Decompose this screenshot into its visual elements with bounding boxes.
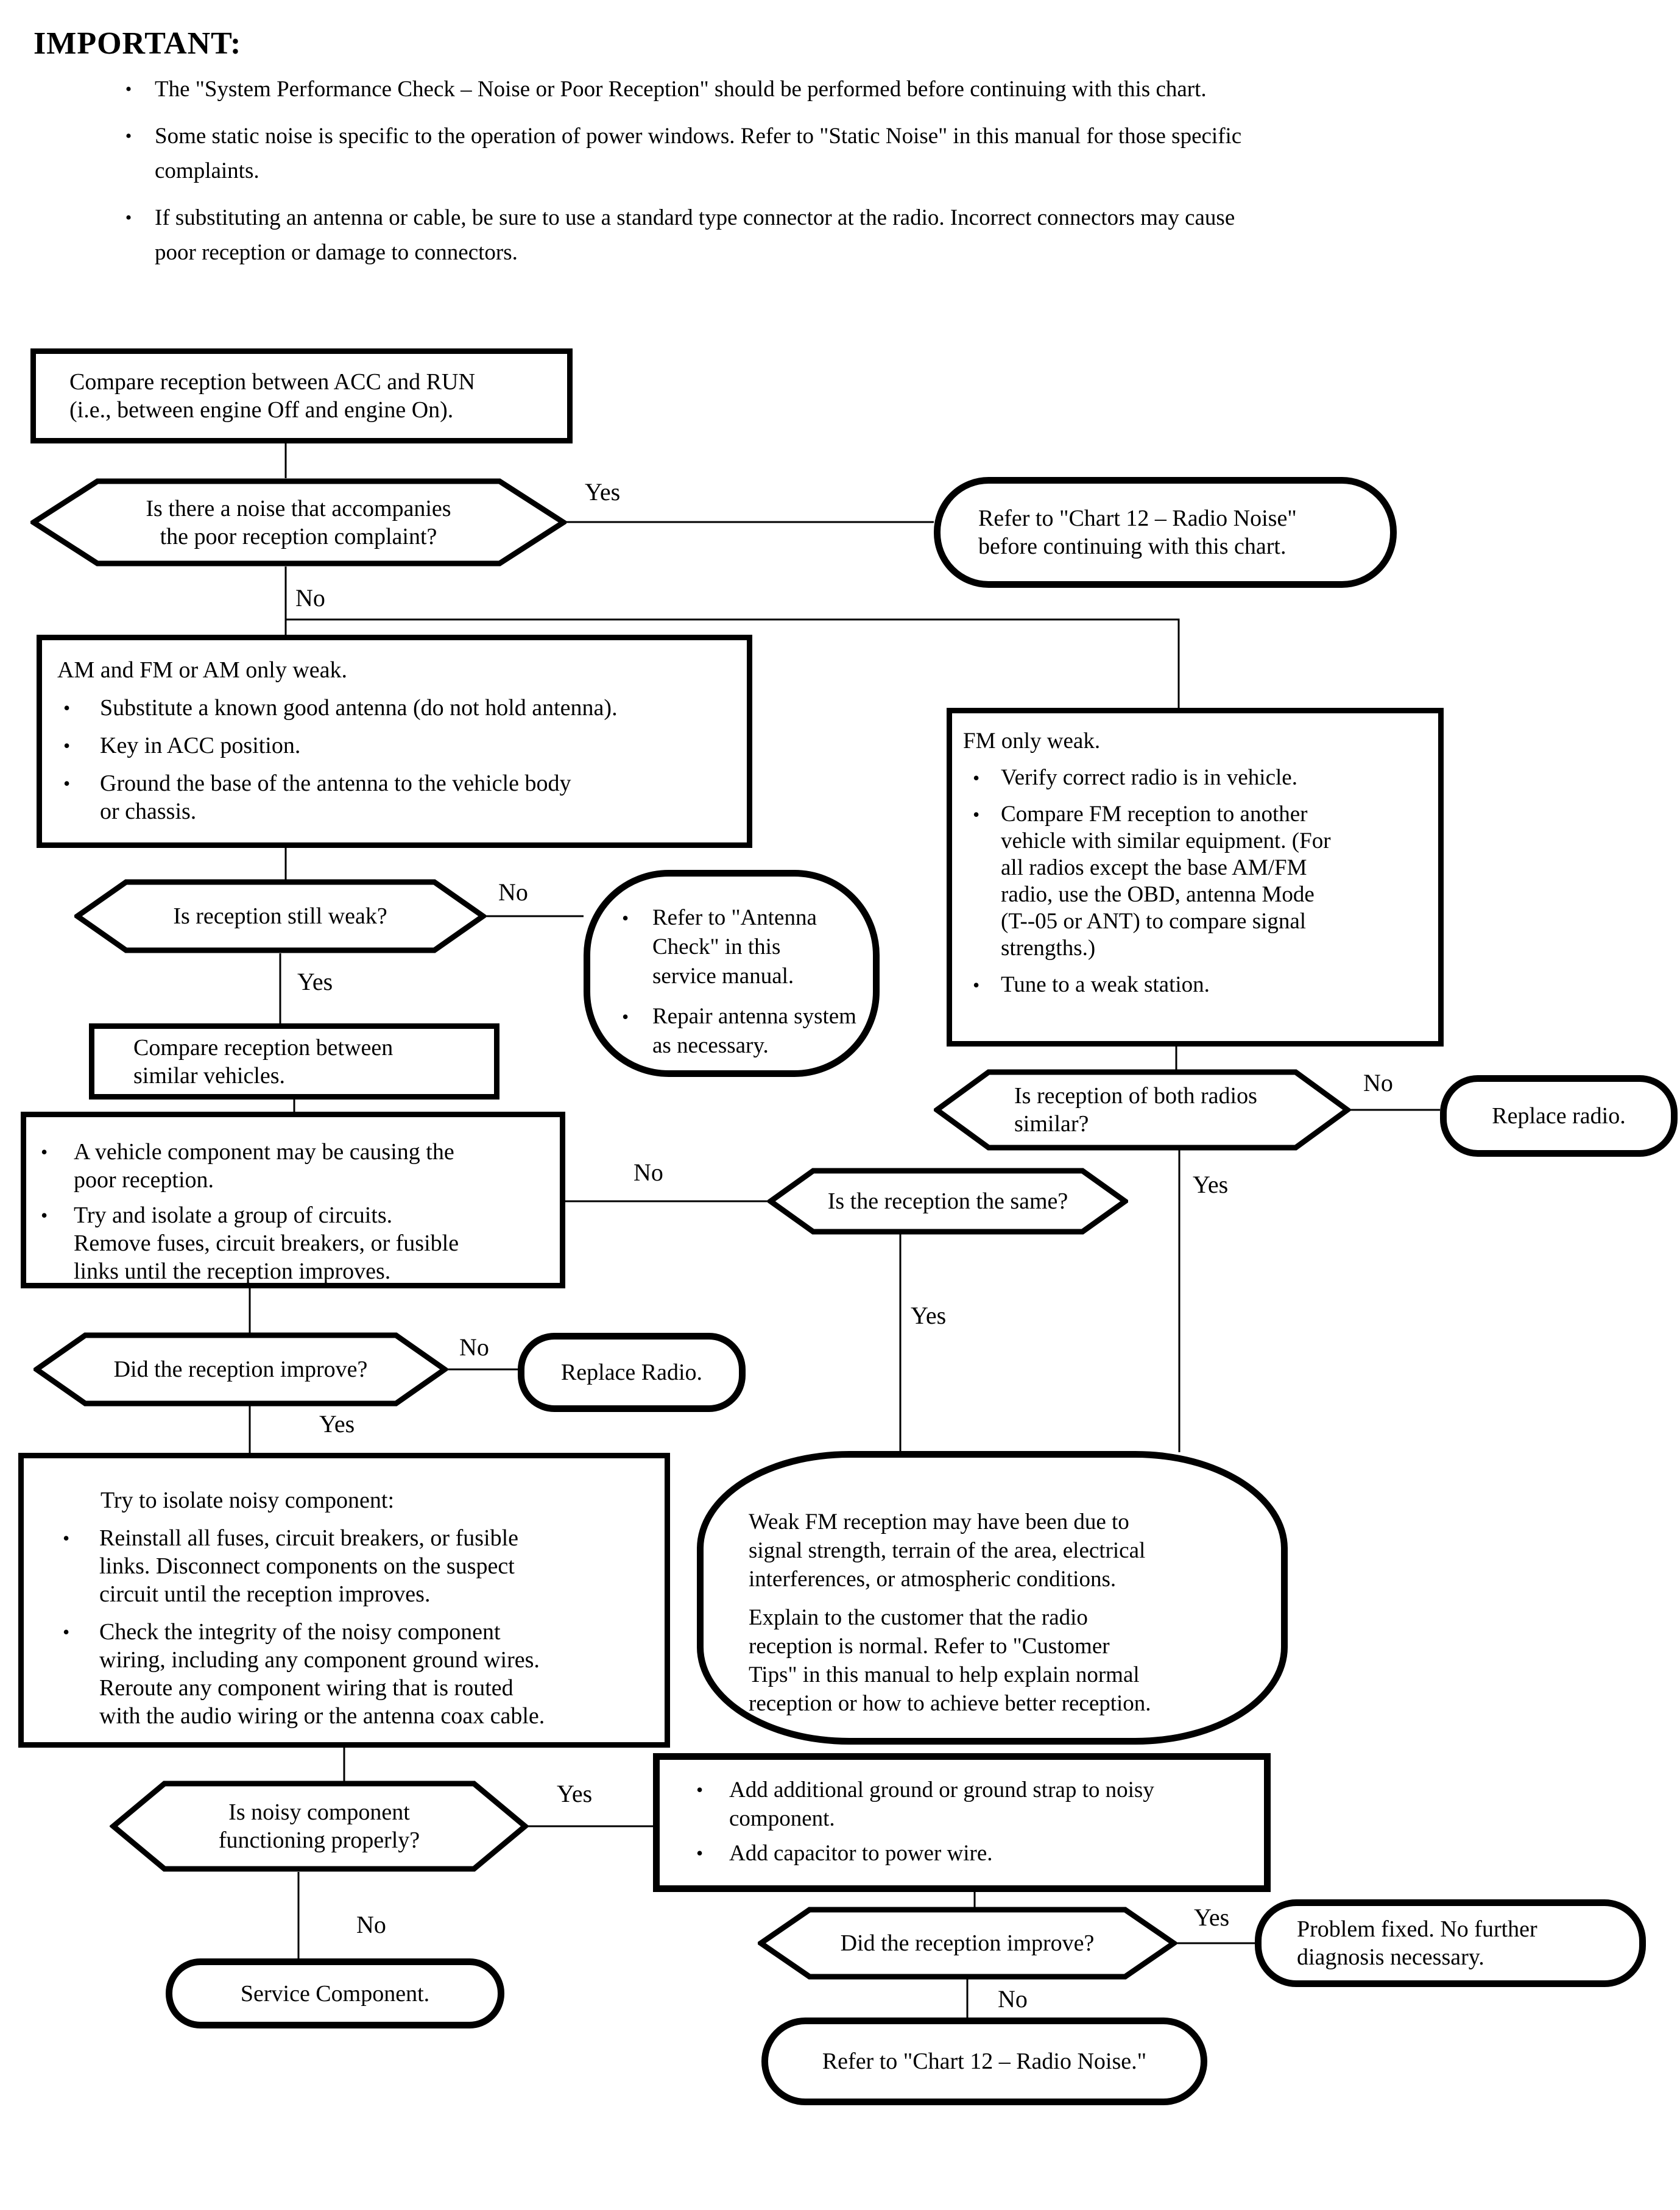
node-text: Verify correct radio is in vehicle. [1001, 765, 1297, 790]
node-text: Is there a noise that accompanies the poor reception complaint? [146, 495, 451, 549]
decision-both-radios-similar [934, 1069, 1350, 1151]
terminal-refer-chart12-top [934, 477, 1397, 588]
bullet-icon: • [63, 735, 71, 757]
decision-reception-still-weak [74, 879, 486, 953]
node-text: Is the reception the same? [827, 1188, 1068, 1214]
node-text: Compare reception between ACC and RUN [69, 369, 475, 395]
node-text: Tune to a weak station. [1001, 972, 1210, 997]
decision-reception-same [768, 1168, 1128, 1235]
node-text: similar vehicles. [133, 1062, 286, 1089]
process-add-ground [653, 1753, 1271, 1892]
label-yes: Yes [1193, 1171, 1229, 1198]
terminal-replace-radio-right [1440, 1075, 1678, 1157]
list-item [963, 801, 1431, 962]
process-fm-only-weak [947, 708, 1444, 1047]
note-text: Some static noise is specific to the operation of power windows. Refer to "Static Noise" in this manual for those specific complaints. [155, 124, 1242, 183]
bullet-icon: • [63, 697, 71, 719]
important-heading: IMPORTANT: [34, 26, 242, 61]
bullet-icon: • [973, 767, 980, 789]
node-text: Compare FM reception to another vehicle with similar equipment. (For all radios except the base AM/FM radio, use the OBD, antenna Mode (T--05 or ANT) to compare signal strengths.) [1001, 802, 1331, 961]
node-text: A vehicle component may be causing the poor reception. [74, 1139, 454, 1193]
bullet-icon: • [41, 1204, 48, 1226]
node-title: AM and FM or AM only weak. [57, 657, 348, 683]
node-text: Is reception still weak? [173, 903, 387, 929]
list-item [691, 1776, 1254, 1833]
process-compare-acc-run [30, 348, 573, 443]
label-yes: Yes [557, 1780, 593, 1807]
node-text: before continuing with this chart. [978, 534, 1286, 559]
node-text: diagnosis necessary. [1297, 1944, 1484, 1970]
node-paragraph: Explain to the customer that the radio reception is normal. Refer to "Customer Tips" in this manual to help explain normal reception or how to achieve better reception. [749, 1605, 1151, 1716]
list-item [38, 1138, 554, 1194]
bullet-icon: • [63, 1621, 70, 1643]
bullet-icon: • [63, 772, 71, 794]
node-text: Replace radio. [1492, 1103, 1626, 1129]
node-title: Try to isolate noisy component: [101, 1488, 395, 1513]
node-text: Refer to "Antenna Check" in this service manual. [652, 905, 817, 989]
label-yes: Yes [585, 478, 621, 506]
label-no: No [998, 1985, 1028, 2013]
list-item [57, 769, 736, 825]
bullet-icon: • [63, 1527, 70, 1549]
process-compare-similar-vehicles [89, 1023, 499, 1100]
bullet-icon: • [973, 803, 980, 825]
label-no: No [634, 1159, 663, 1186]
decision-noise-accompanies [30, 478, 566, 567]
node-text: Key in ACC position. [100, 733, 301, 758]
node-paragraph: Weak FM reception may have been due to signal strength, terrain of the area, electrical interferences, or atmospheric conditions. [749, 1509, 1146, 1592]
node-text: Did the reception improve? [840, 1930, 1095, 1956]
list-item [963, 764, 1431, 791]
list-item [38, 1201, 554, 1285]
node-text: Compare reception between [133, 1034, 394, 1061]
node-text: Refer to "Chart 12 – Radio Noise" [978, 506, 1297, 531]
list-item [617, 903, 864, 991]
node-text: Repair antenna system as necessary. [652, 1004, 856, 1058]
node-text: Service Component. [240, 1980, 430, 2007]
node-text: Did the reception improve? [113, 1357, 368, 1382]
decision-did-improve-mid [34, 1332, 448, 1407]
terminal-problem-fixed [1255, 1899, 1646, 1987]
label-no: No [498, 878, 528, 906]
list-item [691, 1839, 1254, 1868]
list-item [963, 972, 1431, 998]
label-no: No [459, 1333, 489, 1361]
node-text: Try and isolate a group of circuits. Remove fuses, circuit breakers, or fusible links until the reception improves. [74, 1202, 459, 1284]
bullet-icon: • [125, 208, 132, 228]
node-text: Substitute a known good antenna (do not hold antenna). [100, 695, 618, 721]
label-no: No [295, 584, 325, 612]
list-item [57, 694, 736, 722]
label-no: No [356, 1911, 386, 1938]
terminal-replace-radio-left [518, 1333, 746, 1412]
node-text: Reinstall all fuses, circuit breakers, or fusible links. Disconnect components on the suspect circuit until the reception improves. [99, 1525, 519, 1607]
terminal-antenna-check [584, 870, 880, 1077]
bullet-icon: • [696, 1842, 704, 1864]
label-yes: Yes [297, 968, 333, 995]
note-text: The "System Performance Check – Noise or Poor Reception" should be performed before continuing with this chart. [155, 77, 1207, 102]
bullet-icon: • [41, 1141, 48, 1163]
bullet-icon: • [973, 974, 980, 996]
decision-noisy-functioning [110, 1780, 529, 1873]
node-text: Refer to "Chart 12 – Radio Noise." [822, 2049, 1147, 2074]
node-text: Add additional ground or ground strap to noisy component. [729, 1778, 1154, 1831]
process-vehicle-component [21, 1112, 565, 1288]
decision-did-improve-bottom [758, 1907, 1177, 1980]
list-item [57, 1618, 655, 1730]
node-text: Is reception of both radios similar? [1014, 1083, 1257, 1137]
list-item [617, 1002, 864, 1061]
label-yes: Yes [1194, 1904, 1230, 1931]
node-text: Is noisy component functioning properly? [218, 1799, 420, 1853]
terminal-refer-chart12-bottom [761, 2018, 1207, 2105]
process-isolate-noisy [18, 1453, 670, 1748]
node-text: Ground the base of the antenna to the vehicle body or chassis. [100, 771, 571, 824]
node-text: (i.e., between engine Off and engine On). [69, 397, 454, 423]
note-text: If substituting an antenna or cable, be sure to use a standard type connector at the radio. Incorrect connectors may cause poor reception or damage to connectors. [155, 205, 1235, 265]
node-text: Replace Radio. [560, 1360, 703, 1385]
process-am-fm-weak [37, 635, 752, 848]
terminal-service-component [166, 1958, 504, 2028]
node-title: FM only weak. [963, 729, 1101, 754]
bullet-icon: • [125, 126, 132, 146]
bullet-icon: • [125, 79, 132, 99]
label-yes: Yes [911, 1302, 947, 1329]
bullet-icon: • [622, 907, 629, 929]
list-item [57, 732, 736, 760]
label-no: No [1363, 1069, 1393, 1096]
bullet-icon: • [622, 1006, 629, 1028]
node-text: Check the integrity of the noisy component wiring, including any component ground wires. Reroute any component wiring that is routed with the audio wiring or the antenna coax cable. [99, 1619, 545, 1729]
terminal-weak-fm-normal [697, 1451, 1288, 1745]
node-text: Add capacitor to power wire. [729, 1841, 993, 1866]
label-yes: Yes [319, 1410, 355, 1438]
node-text: Problem fixed. No further [1297, 1916, 1537, 1942]
bullet-icon: • [696, 1779, 704, 1801]
list-item [57, 1524, 655, 1608]
